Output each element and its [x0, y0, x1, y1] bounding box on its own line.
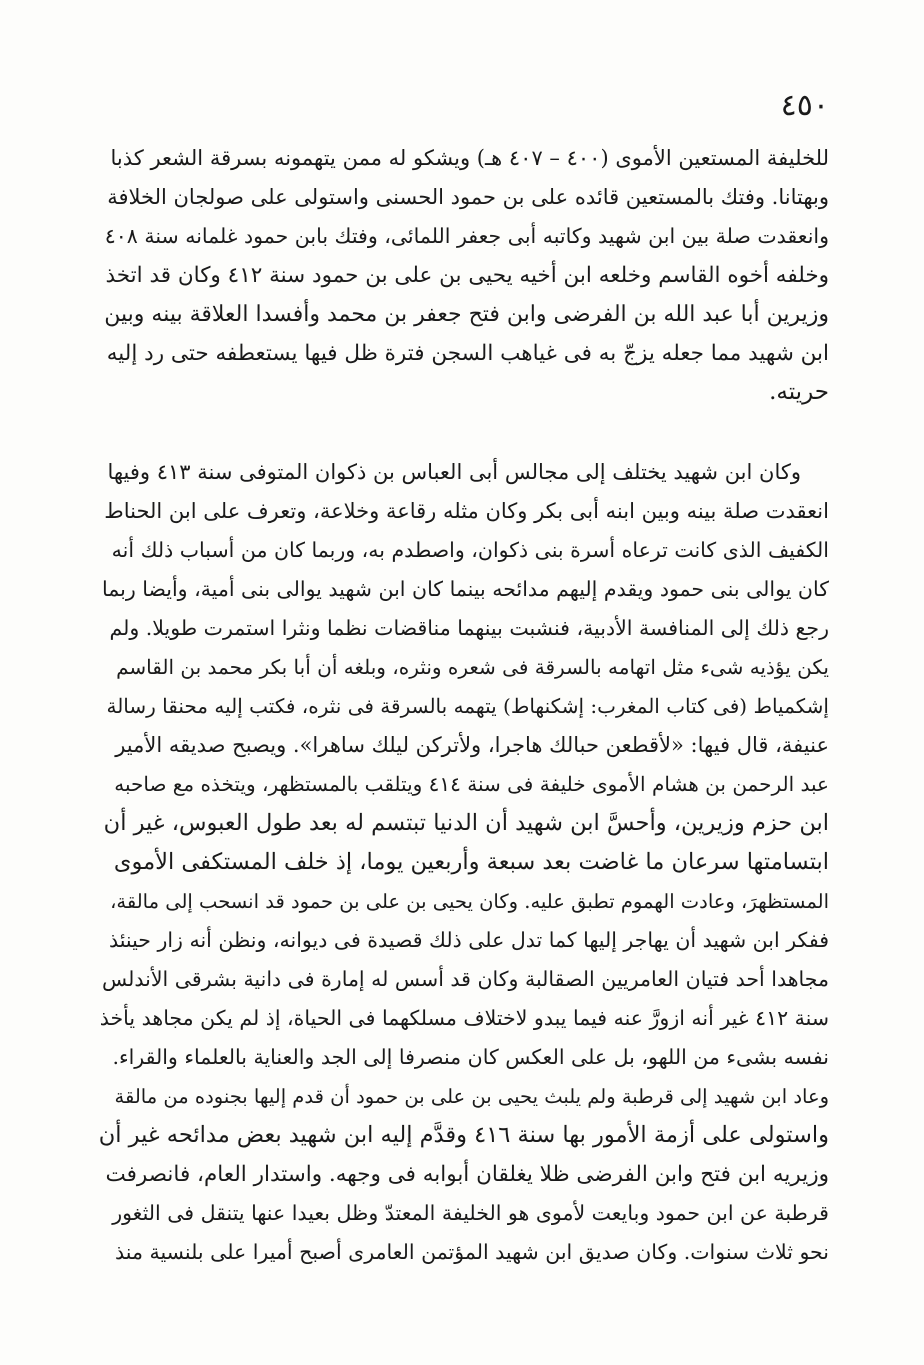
- text-line: ففكر ابن شهيد أن يهاجر إليها كما تدل على ذلك قصيدة فى ديوانه، ونظن أنه زار حينئذ: [108, 928, 829, 952]
- paragraph-2: [99, 453, 829, 1272]
- text-line: ابتسامتها سرعان ما غاضت بعد سبعة وأربعين يوما، إذ خلف المستكفى الأموى: [113, 849, 829, 875]
- text-line: يكن يؤذيه شىء مثل اتهامه بالسرقة فى شعره ونثره، وبلغه أن أبا بكر محمد بن القاسم: [116, 655, 829, 679]
- text-line: وخلفه أخوه القاسم وخلعه ابن أخيه يحيى بن على بن حمود سنة ٤١٢ وكان قد اتخذ: [105, 263, 829, 288]
- text-line: عبد الرحمن بن هشام الأموى خليفة فى سنة ٤١٤ ويتلقب بالمستظهر، ويتخذه مع صاحبه: [114, 772, 829, 796]
- text-line: نحو ثلاث سنوات. وكان صديق ابن شهيد المؤتمن العامرى أصبح أميرا على بلنسية منذ: [115, 1240, 829, 1264]
- text-line: وانعقدت صلة بين ابن شهيد وكاتبه أبى جعفر اللمائى، وفتك بابن حمود غلمانه سنة ٤٠٨: [104, 224, 829, 248]
- text-line: وزيريه ابن فتح وابن الفرضى ظلا يغلقان أبوابه فى وجهه. واستدار العام، فانصرفت: [105, 1162, 829, 1187]
- text-line: ابن شهيد مما جعله يزجّ به فى غياهب السجن فترة ظل فيها يستعطفه حتى رد إليه: [106, 341, 829, 366]
- text-line: قرطبة عن ابن حمود وبايعت لأموى هو الخليفة المعتدّ وظل بعيدا عنها يتنقل فى الثغور: [112, 1201, 829, 1225]
- text-line: نفسه بشىء من اللهو، بل على العكس كان منصرفا إلى الجد والعناية بالعلماء والقراء.: [112, 1045, 829, 1069]
- text-line: كان يوالى بنى حمود ويقدم إليهم مدائحه بينما كان ابن شهيد يوالى بنى أمية، وأيضا ربما: [102, 577, 829, 601]
- text-line: للخليفة المستعين الأموى (٤٠٠ – ٤٠٧ هـ) ويشكو له ممن يتهمونه بسرقة الشعر كذبا: [110, 146, 829, 170]
- text-line: حريته.: [769, 379, 829, 405]
- text-line: انعقدت صلة بينه وبين ابنه أبى بكر وكان مثله رقاعة وخلاعة، وتعرف على ابن الحناط: [104, 499, 829, 523]
- text-line: رجع ذلك إلى المنافسة الأدبية، فنشبت بينهما مناقضات نظما ونثرا استمرت طويلا. ولم: [109, 616, 829, 640]
- text-line: واستولى على أزمة الأمور بها سنة ٤١٦ وقدَّم إليه ابن شهيد بعض مدائحه غير أن: [99, 1122, 829, 1148]
- text-line: وعاد ابن شهيد إلى قرطبة ولم يلبث يحيى بن على بن حمود أن قدم إليها بجنوده من مالقة: [114, 1085, 829, 1108]
- text-line: وزيرين أبا عبد الله بن الفرضى وابن فتح جعفر بن محمد وأفسدا العلاقة بينه وبين: [104, 302, 829, 327]
- text-line: وكان ابن شهيد يختلف إلى مجالس أبى العباس بن ذكوان المتوفى سنة ٤١٣ وفيها: [107, 460, 801, 484]
- text-line: إشكمياط (فى كتاب المغرب: إشكنهاط) يتهمه بالسرقة فى نثره، فكتب إليه محنقا رسالة: [106, 694, 829, 718]
- paragraph-1: [99, 139, 829, 412]
- text-line: ابن حزم وزيرين، وأحسَّ ابن شهيد أن الدنيا تبتسم له بعد طول العبوس، غير أن: [103, 810, 829, 836]
- text-line: الكفيف الذى كانت ترعاه أسرة بنى ذكوان، واصطدم به، وربما كان من أسباب ذلك أنه: [111, 538, 829, 562]
- page-number: ٤٥٠: [780, 88, 829, 123]
- text-line: عنيفة، قال فيها: «لأقطعن حبالك هاجرا، ولأتركن ليلك ساهرا». ويصبح صديقه الأمير: [115, 733, 829, 757]
- text-line: وبهتانا. وفتك بالمستعين قائده على بن حمود الحسنى واستولى على صولجان الخلافة: [107, 185, 829, 209]
- text-line: سنة ٤١٢ غير أنه ازورَّ عنه فيما يبدو لاختلاف مسلكهما فى الحياة، إذ لم يكن مجاهد يأخذ: [99, 1006, 829, 1030]
- text-line: المستظهرَ، وعادت الهموم تطبق عليه. وكان يحيى بن على بن حمود قد انسحب إلى مالقة،: [110, 890, 829, 913]
- text-line: مجاهدا أحد فتيان العامريين الصقالبة وكان قد أسس له إمارة فى دانية بشرقى الأندلس: [101, 967, 829, 991]
